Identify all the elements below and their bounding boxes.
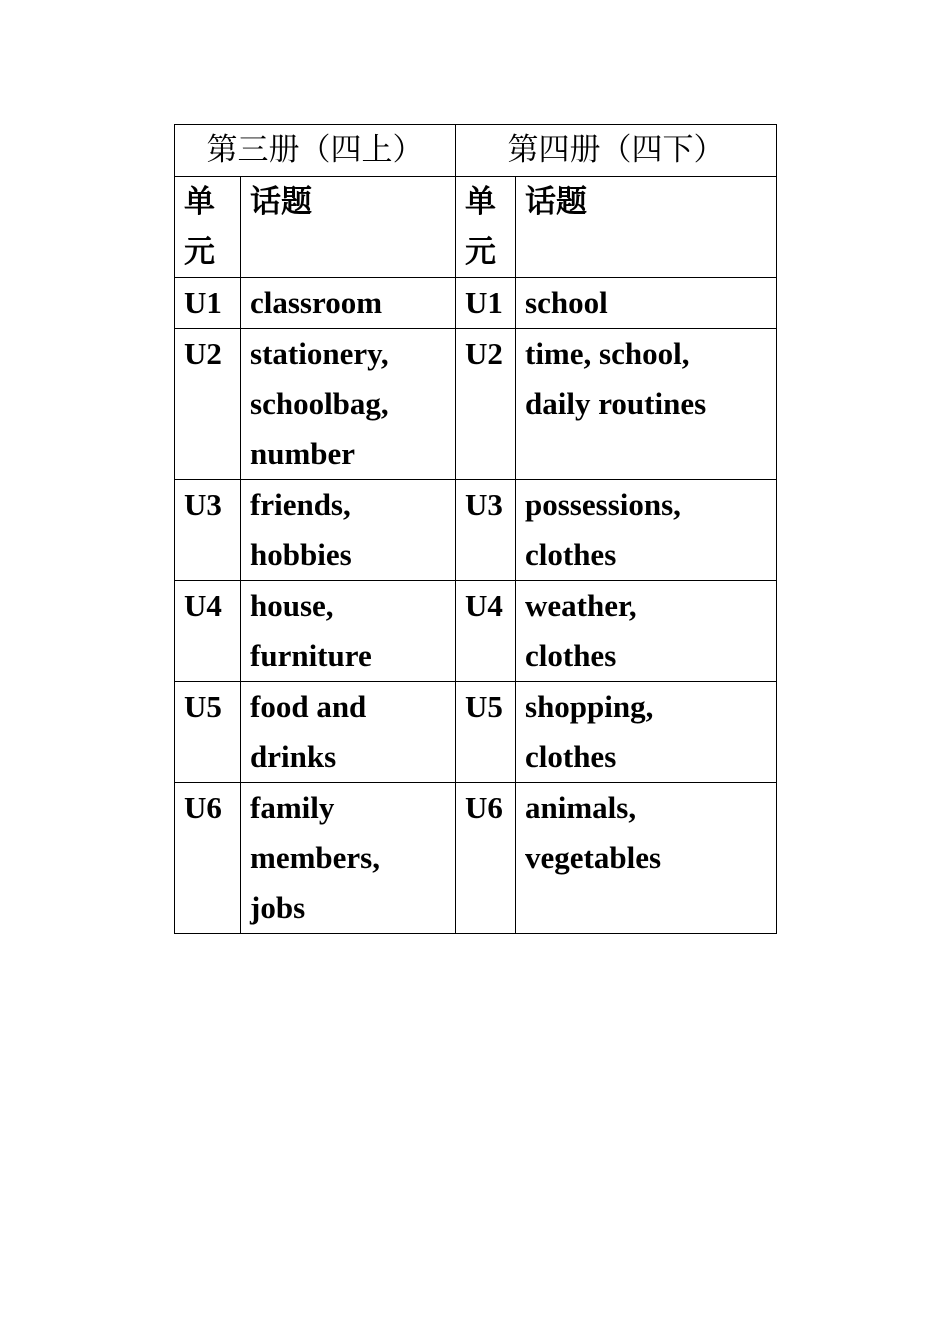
topic-line: possessions, [525,487,681,522]
table-row [175,278,777,329]
book3-topic-cell [241,480,456,581]
topic-line: hobbies [250,537,352,572]
topic-line: food and [250,689,367,724]
topic-line: family [250,790,335,825]
topic-line: drinks [250,739,337,774]
book4-unit-cell: U5 [456,682,516,783]
table-row [175,783,777,934]
topic-line: shopping, [525,689,654,724]
topic-line: jobs [250,890,306,925]
unit-header-char: 元 [465,234,496,270]
book4-topic-cell [516,682,777,783]
book4-unit-cell: U6 [456,783,516,934]
topic-line: stationery, [250,336,389,371]
topic-line: number [250,436,356,471]
topic-line: daily routines [525,386,707,421]
book4-title: 第四册（四下） [456,125,777,177]
table-row [175,480,777,581]
textbook-topics-table [174,124,777,934]
book4-topic-cell [516,329,777,480]
book3-title: 第三册（四上） [175,125,456,177]
book4-unit-cell: U3 [456,480,516,581]
column-header-row [175,177,777,278]
topic-line: classroom [250,285,383,320]
topic-line: members, [250,840,380,875]
book3-unit-cell: U3 [175,480,241,581]
book4-unit-cell: U4 [456,581,516,682]
book3-topic-cell [241,329,456,480]
topic-line: furniture [250,638,372,673]
topic-line: clothes [525,537,617,572]
topic-line: schoolbag, [250,386,389,421]
table-row [175,329,777,480]
book4-topic-cell [516,278,777,329]
book3-unit-cell: U4 [175,581,241,682]
book-header-row [175,125,777,177]
table-row [175,682,777,783]
book3-topic-cell [241,278,456,329]
topic-line: clothes [525,739,617,774]
unit-header-char: 单 [184,184,215,220]
book3-topic-cell [241,581,456,682]
topic-line: house, [250,588,334,623]
book3-unit-cell: U5 [175,682,241,783]
book4-topic-cell [516,783,777,934]
book4-unit-header [456,177,516,278]
table-row [175,581,777,682]
book3-topic-header: 话题 [241,177,456,278]
unit-header-char: 单 [465,184,496,220]
book3-unit-cell: U6 [175,783,241,934]
unit-header-char: 元 [184,234,215,270]
book4-topic-cell [516,480,777,581]
topic-line: time, school, [525,336,690,371]
book4-topic-cell [516,581,777,682]
topic-line: weather, [525,588,637,623]
book3-topic-cell [241,783,456,934]
topic-line: animals, [525,790,637,825]
book3-topic-cell [241,682,456,783]
topic-line: friends, [250,487,351,522]
book3-unit-header [175,177,241,278]
book3-unit-cell: U2 [175,329,241,480]
topic-line: vegetables [525,840,662,875]
book4-unit-cell: U2 [456,329,516,480]
topic-line: school [525,285,608,320]
topic-line: clothes [525,638,617,673]
table-body [175,278,777,934]
book3-unit-cell: U1 [175,278,241,329]
book4-topic-header: 话题 [516,177,777,278]
book4-unit-cell: U1 [456,278,516,329]
